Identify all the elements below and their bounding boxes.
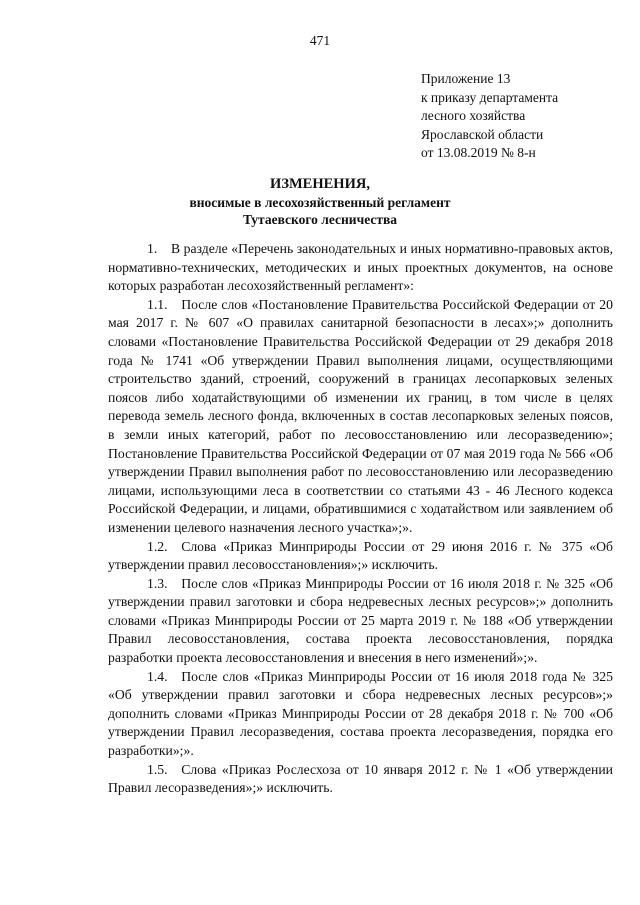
document-body [108,240,613,798]
appendix-line: от 13.08.2019 № 8-н [421,145,536,161]
paragraph-section-1: 1. В разделе «Перечень законодательных и иных нормативно-правовых актов, нормативно-технических, методических и иных проектных документов, на основе которых разработан лесохозяйственный регламент»: [108,241,613,294]
appendix-line: лесного хозяйства [421,108,526,124]
paragraph-item-1-2: 1.2. Слова «Приказ Минприроды России от 29 июня 2016 г. № 375 «Об утверждении правил лесовосстановления»;» исключить. [108,538,613,573]
appendix-line: Ярославской области [421,126,544,142]
page-number: 471 [309,33,331,48]
paragraph-item-1-4: 1.4. После слов «Приказ Минприроды России от 16 июля 2018 года № 325 «Об утверждении правил заготовки и сбора недревесных лесных ресурсов»;» дополнить словами «Приказ Минприроды России от 28 декабря 2018 г. № 700 «Об утверждении Правил лесоразведения, состава проекта лесоразведения, порядка его разработки»;». [108,668,613,759]
title-subheading: вносимые в лесохозяйственный регламент [189,194,451,210]
title-subheading: Тутаевского лесничества [242,212,398,228]
document-title [0,176,640,229]
appendix-line: к приказу департамента [421,89,559,105]
title-heading: ИЗМЕНЕНИЯ, [270,176,370,192]
appendix-line: Приложение 13 [421,71,511,86]
appendix-header [421,70,558,163]
paragraph-item-1-5: 1.5. Слова «Приказ Рослесхоза от 10 января 2012 г. № 1 «Об утверждении Правил лесоразведения»;» исключить. [108,761,613,796]
paragraph-item-1-3: 1.3. После слов «Приказ Минприроды России от 16 июля 2018 г. № 325 «Об утверждении правил заготовки и сбора недревесных лесных ресурсов»;» дополнить словами «Приказ Минприроды России от 25 марта 2019 г. № 188 «Об утверждении Правил лесовосстановления, состава проекта лесовосстановления, порядка разработки проекта лесовосстановления и внесения в него изменений»;». [108,575,613,666]
paragraph-item-1-1: 1.1. После слов «Постановление Правительства Российской Федерации от 20 мая 2017 г. № 607 «О правилах санитарной безопасности в лесах»;» дополнить словами «Постановление Правительства Российской Федерации от 29 декабря 2018 года № 1741 «Об утверждении Правил выполнения лицами, осуществляющими строительство зданий, строений, сооружений в границах лесопарковых зеленых поясов либо ходатайствующими об изменении их границ, в том числе в целях перевода земель лесного фонда, включенных в состав лесопарковых зеленых поясов, в земли иных категорий, работ по лесовосстановлению или лесоразведению»; Постановление Правительства Российской Федерации от 07 мая 2019 года № 566 «Об утверждении Правил выполнения работ по лесовосстановлению или лесоразведению лицами, использующими леса в соответствии со статьями 43 - 46 Лесного кодекса Российской Федерации, и лицами, обратившимися с ходатайством или заявлением об изменении целевого назначения лесного участка»;». [108,296,613,535]
